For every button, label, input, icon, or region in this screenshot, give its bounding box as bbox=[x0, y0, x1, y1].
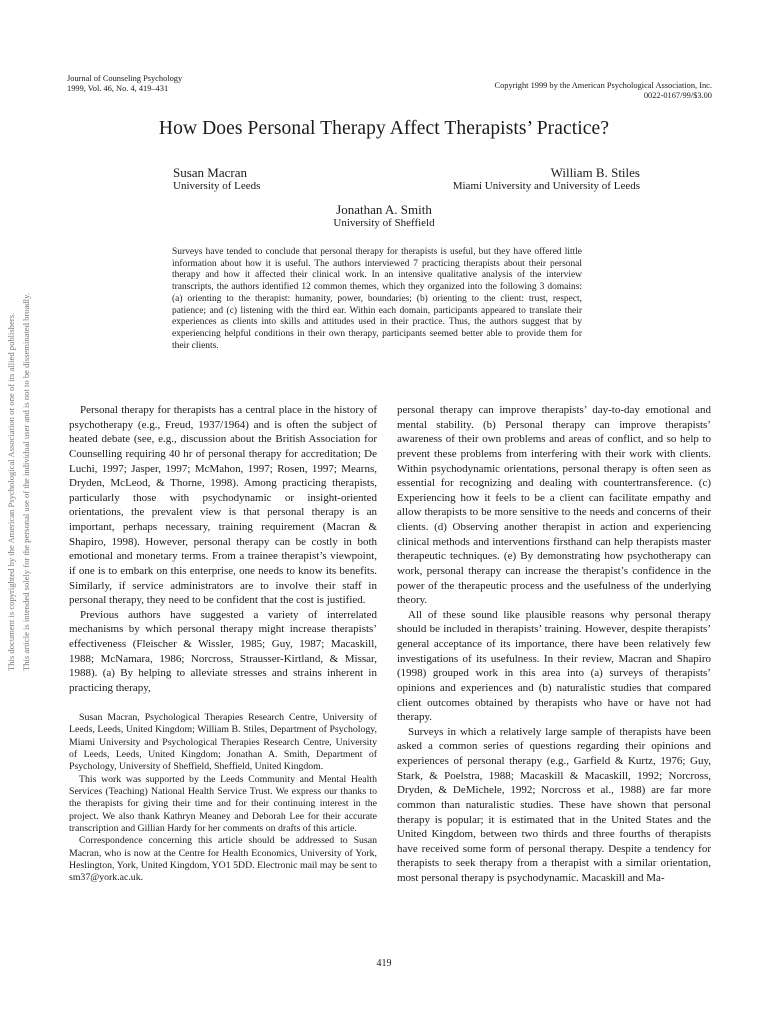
journal-issue: 1999, Vol. 46, No. 4, 419–431 bbox=[67, 83, 169, 93]
journal-header bbox=[67, 74, 182, 93]
side-notice-line: This document is copyrighted by the American Psychological Association or one of its allied publishers. bbox=[6, 312, 16, 671]
article-code: 0022-0167/99/$3.00 bbox=[643, 90, 712, 100]
abstract: Surveys have tended to conclude that personal therapy for therapists is useful, but they have offered little information about how it is useful. The authors interviewed 7 practicing therapists about their personal therapy and how it affected their clinical work. In an intensive qualitative analysis of the interview transcripts, the authors identified 12 common themes, which they organized into the following 3 domains: (a) orienting to the therapist: humanity, power, boundaries; (b) orienting to the client: trust, respect, patience; and (c) listening with the third ear. Within each domain, participants appeared to translate their experiences as clients into skills and attitudes used in their practice. Thus, the authors suggest that by experiencing helpful conditions in their own therapy, participants seemed better able to provide them for their clients. bbox=[172, 247, 582, 351]
author-affiliation: Miami University and University of Leeds bbox=[452, 180, 640, 192]
footnote-paragraph: This work was supported by the Leeds Community and Mental Health Services (Teaching) National Health Service Trust. We express our thanks to the therapists for giving their time and for their continuing interest in the project. We also thank Kathryn Meaney and Deborah Lee for their accurate transcription and Gillian Hardy for her comments on drafts of this article. bbox=[69, 773, 377, 835]
author-name: Jonathan A. Smith bbox=[336, 202, 432, 217]
body-column-right bbox=[397, 403, 711, 886]
body-column-left bbox=[69, 403, 377, 696]
author-note bbox=[69, 712, 377, 885]
author-name: William B. Stiles bbox=[550, 165, 640, 180]
paper-title: How Does Personal Therapy Affect Therapists’ Practice? bbox=[158, 118, 610, 139]
body-paragraph: Surveys in which a relatively large sample of therapists have been asked a common series of questions regarding their opinions and experiences of personal therapy (e.g., Garfield & Kurtz, 1976; Guy, Stark, & Poelstra, 1988; Macaskill & Macaskill, 1992; Norcross, Dryden, & DeMichele, 1992; Norcross et al., 1988) are far more common than naturalistic studies. These have shown that personal therapy is popular; it is estimated that in the United States and the United Kingdom, between two thirds and three fourths of therapists have received some form of personal therapy. Despite a tendency for therapists to seek therapy from a therapist with a similar orientation, most personal therapy is psychodynamic. Macaskill and Ma- bbox=[397, 725, 711, 884]
author-affiliation: University of Leeds bbox=[173, 180, 261, 192]
copyright-side-notice bbox=[4, 21, 36, 671]
footnote-paragraph: Susan Macran, Psychological Therapies Research Centre, University of Leeds, Leeds, United Kingdom; William B. Stiles, Department of Psychology, Miami University and Psychological Therapies Research Centre, University of Leeds, Leeds, United Kingdom; Jonathan A. Smith, Department of Psychology, University of Sheffield, Sheffield, United Kingdom. bbox=[69, 712, 377, 773]
body-paragraph: personal therapy can improve therapists’ day-to-day emotional and mental stability. (b) Personal therapy can improve therapists’ awareness of their own problems and areas of conflict, and so help to prevent these problems from interfering with their work with clients. Within psychodynamic orientations, personal therapy is often seen as essential for recognizing and dealing with countertransference. (c) Experiencing how it feels to be a client can facilitate empathy and allow therapists to be more sensitive to the needs and concerns of their clients. (d) Observing another therapist in action and experiencing clinical methods and interventions firsthand can help therapists master therapeutic techniques. (e) By demonstrating how psychotherapy can work, personal therapy can increase the therapist’s confidence in the power of the therapeutic process and the usefulness of the underlying theory. bbox=[397, 404, 711, 607]
author-name: Susan Macran bbox=[173, 165, 248, 180]
body-paragraph: Personal therapy for therapists has a central place in the history of psychotherapy (e.g., Freud, 1937/1964) and is often the subject of heated debate (see, e.g., discussion about the British Association for Counselling requiring 40 hr of personal therapy for accreditation; De Luchi, 1997; Jasper, 1997; McMahon, 1997; Rosen, 1997; Mearns, Dryden, McLeod, & Thorne, 1998). Among practicing therapists, particularly those with psychodynamic or insight-oriented orientations, the prevalent view is that personal therapy is an important, perhaps necessary, training requirement (Macran & Shapiro, 1998). However, personal therapy can be costly in both emotional and monetary terms. From a trainee therapist’s viewpoint, if one is to embark on this enterprise, one needs to know its benefits. Similarly, if service administrators are to involve their staff in personal therapy, they need to be confident that the cost is justified. bbox=[69, 404, 377, 607]
author-block-3 bbox=[0, 203, 768, 230]
side-notice-line: This article is intended solely for the personal use of the individual user and is not to be disseminated broadly. bbox=[21, 293, 31, 671]
copyright-line: Copyright 1999 by the American Psychological Association, Inc. bbox=[494, 81, 712, 90]
page-number: 419 bbox=[376, 958, 392, 969]
journal-name: Journal of Counseling Psychology bbox=[67, 74, 183, 83]
copyright-header bbox=[470, 81, 712, 100]
body-paragraph: All of these sound like plausible reasons why personal therapy should be included in therapists’ training. However, despite therapists’ general acceptance of its importance, there have been relatively few investigations of its usefulness. In their review, Macran and Shapiro (1998) grouped work in this area into (a) surveys of therapists’ opinions and experiences and (b) naturalistic studies that compared client outcomes obtained by therapists who have or have not had therapy. bbox=[397, 608, 711, 724]
author-block-2 bbox=[400, 166, 640, 193]
body-paragraph: Previous authors have suggested a variety of interrelated mechanisms by which personal therapy might increase therapists’ effectiveness (Fleischer & Wissler, 1985; Guy, 1987; Macaskill, 1988; McNamara, 1986; Norcross, Strausser-Kirtland, & Missar, 1988). (a) By helping to alleviate stresses and strains inherent in practicing therapy, bbox=[69, 608, 377, 694]
footnote-paragraph: Correspondence concerning this article should be addressed to Susan Macran, who is now at the Centre for Health Economics, University of York, Heslington, York, United Kingdom, YO1 5DD. Electronic mail may be sent to sm37@york.ac.uk. bbox=[69, 835, 377, 884]
author-block-1 bbox=[173, 166, 260, 193]
author-affiliation: University of Sheffield bbox=[333, 217, 435, 229]
